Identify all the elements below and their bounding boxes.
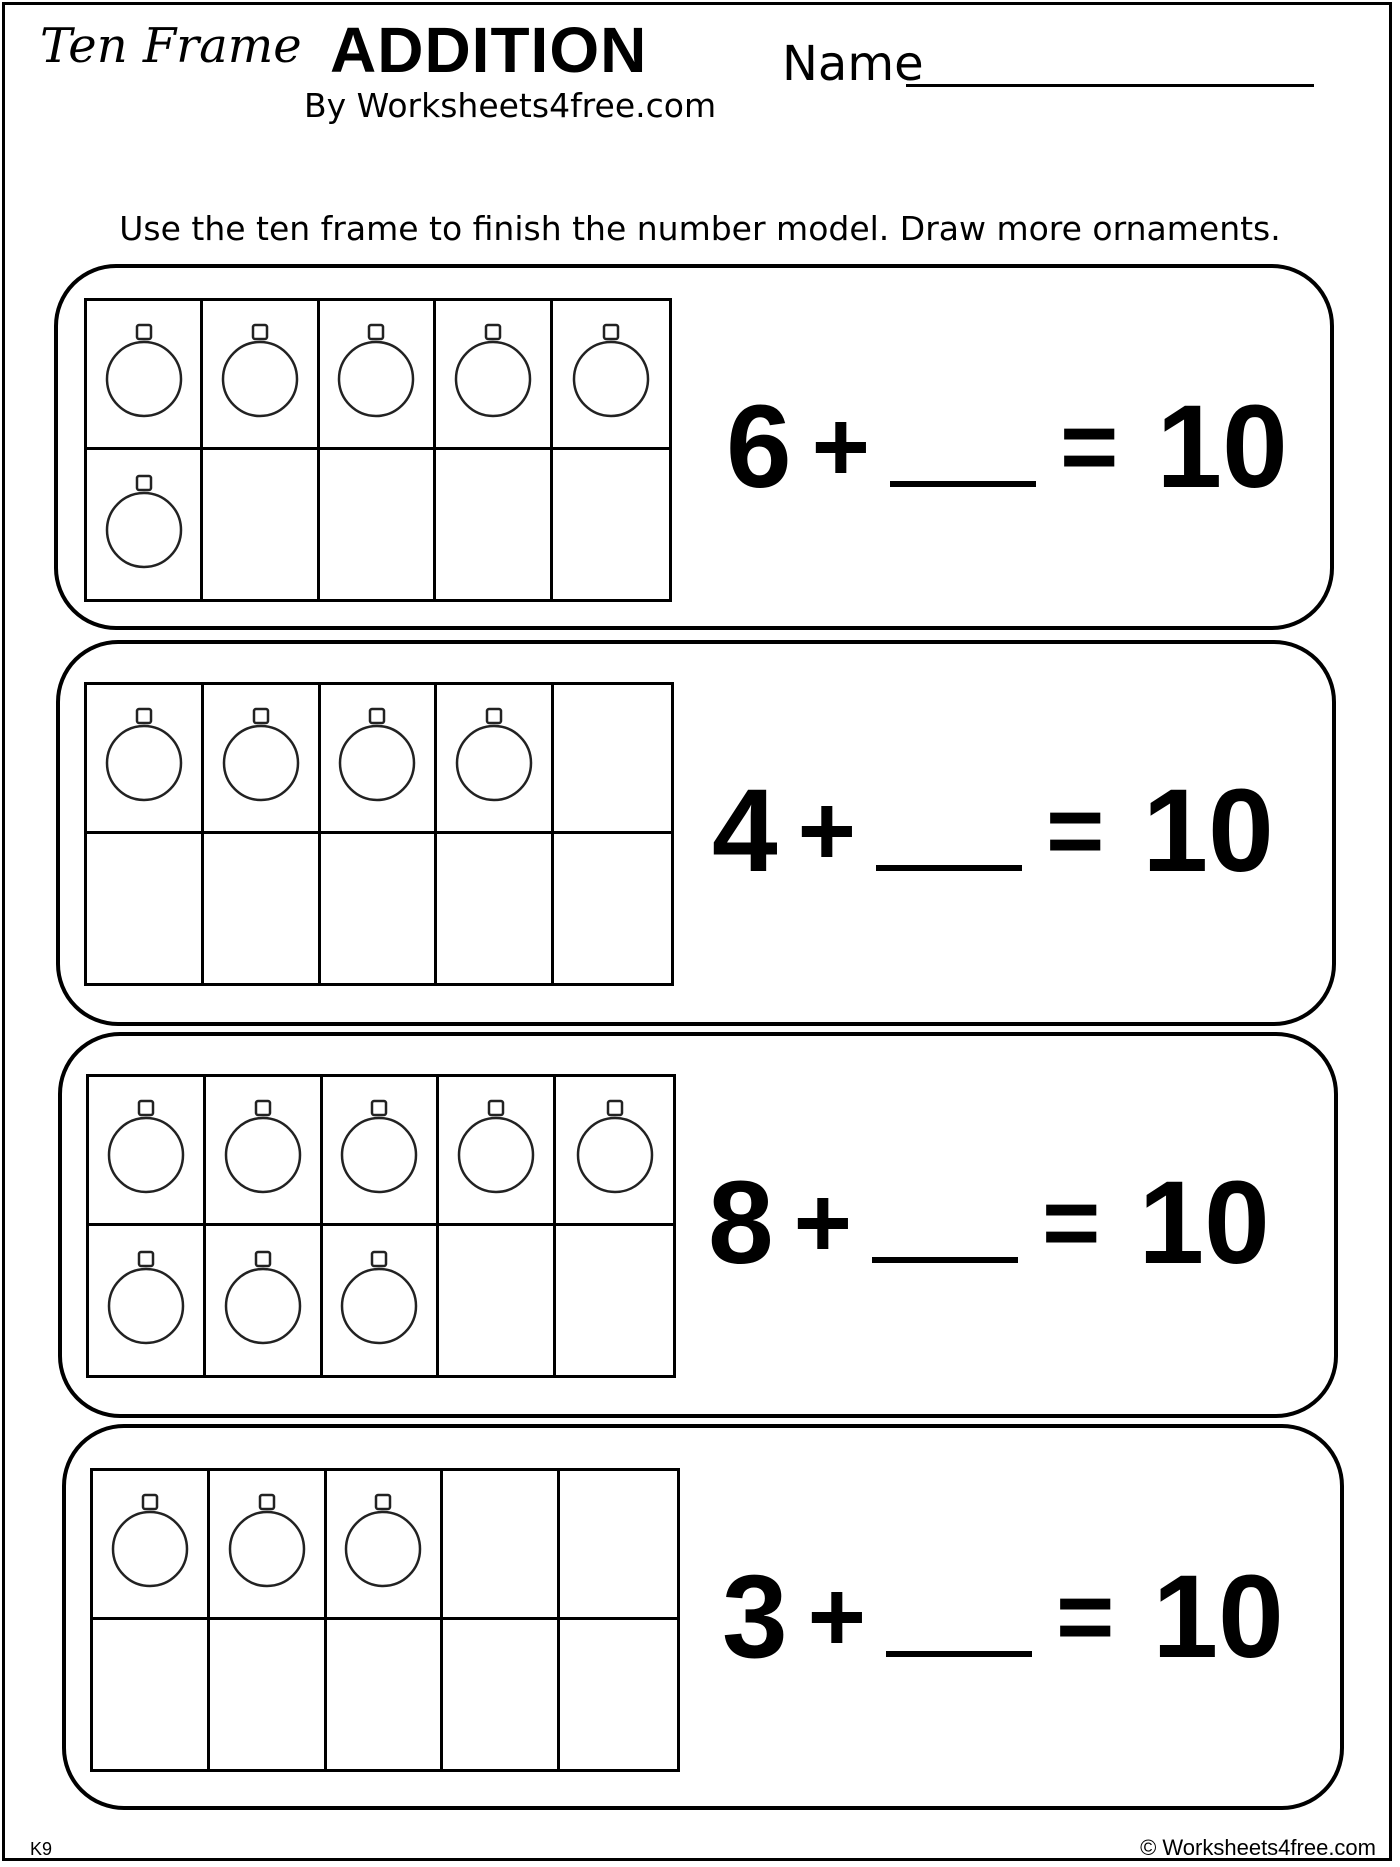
frame-cell-empty[interactable] xyxy=(203,450,319,599)
ornament-icon xyxy=(335,706,419,806)
total: 10 xyxy=(1138,1157,1270,1289)
ornament-icon xyxy=(104,1098,188,1198)
problem-card xyxy=(58,1032,1338,1418)
plus-sign: + xyxy=(793,1167,853,1279)
ornament-icon xyxy=(569,322,653,422)
ten-frame xyxy=(86,1074,676,1378)
answer-blank[interactable] xyxy=(886,1651,1032,1657)
total: 10 xyxy=(1156,381,1288,513)
frame-cell-empty[interactable] xyxy=(436,450,552,599)
ornament-icon xyxy=(221,1098,305,1198)
ornament-icon xyxy=(452,706,536,806)
frame-cell-empty[interactable] xyxy=(554,834,671,983)
ornament-icon xyxy=(454,1098,538,1198)
ornament-icon xyxy=(219,706,303,806)
frame-cell-empty[interactable] xyxy=(443,1471,560,1620)
equals-sign: = xyxy=(1056,1561,1115,1673)
frame-cell-filled xyxy=(203,301,319,450)
frame-cell-filled xyxy=(204,685,321,834)
frame-cell-empty[interactable] xyxy=(327,1620,444,1769)
ornament-icon xyxy=(341,1492,425,1592)
ornament-icon xyxy=(102,706,186,806)
frame-cell-filled xyxy=(436,301,552,450)
frame-cell-empty[interactable] xyxy=(204,834,321,983)
ornament-icon xyxy=(221,1249,305,1349)
frame-cell-filled xyxy=(89,1077,206,1226)
ornament-icon xyxy=(102,322,186,422)
problem-card xyxy=(62,1424,1344,1810)
ornament-icon xyxy=(573,1098,657,1198)
instructions: Use the ten frame to finish the number model. Draw more ornaments. xyxy=(119,209,1281,248)
ornament-icon xyxy=(108,1492,192,1592)
answer-blank[interactable] xyxy=(890,481,1036,487)
problem-card xyxy=(56,640,1336,1026)
copyright: © Worksheets4free.com xyxy=(1140,1835,1376,1860)
worksheet-title: ADDITION xyxy=(330,14,648,86)
name-label: Name xyxy=(782,36,924,92)
frame-cell-empty[interactable] xyxy=(443,1620,560,1769)
frame-cell-empty[interactable] xyxy=(210,1620,327,1769)
frame-cell-filled xyxy=(87,685,204,834)
ornament-icon xyxy=(218,322,302,422)
ornament-icon xyxy=(225,1492,309,1592)
ornament-icon xyxy=(451,322,535,422)
frame-cell-empty[interactable] xyxy=(320,450,436,599)
frame-cell-empty[interactable] xyxy=(560,1471,677,1620)
frame-cell-filled xyxy=(327,1471,444,1620)
frame-cell-empty[interactable] xyxy=(439,1226,556,1375)
equals-sign: = xyxy=(1046,775,1105,887)
plus-sign: + xyxy=(797,775,857,887)
frame-cell-filled xyxy=(323,1077,440,1226)
addend: 8 xyxy=(708,1157,774,1289)
frame-cell-filled xyxy=(87,450,203,599)
ten-frame xyxy=(84,298,672,602)
problem-card xyxy=(54,264,1334,630)
plus-sign: + xyxy=(807,1561,867,1673)
ornament-icon xyxy=(102,473,186,573)
name-field-line[interactable] xyxy=(906,84,1314,87)
addend: 4 xyxy=(712,765,778,897)
frame-cell-empty[interactable] xyxy=(321,834,438,983)
frame-cell-empty[interactable] xyxy=(554,685,671,834)
equals-sign: = xyxy=(1042,1167,1101,1279)
ornament-icon xyxy=(337,1098,421,1198)
worksheet-subtitle: Ten Frame xyxy=(40,18,302,74)
frame-cell-filled xyxy=(206,1077,323,1226)
frame-cell-filled xyxy=(89,1226,206,1375)
number-model xyxy=(708,1157,1270,1289)
frame-cell-empty[interactable] xyxy=(556,1226,673,1375)
equals-sign: = xyxy=(1060,391,1119,503)
answer-blank[interactable] xyxy=(872,1257,1018,1263)
frame-cell-filled xyxy=(439,1077,556,1226)
number-model xyxy=(712,765,1274,897)
frame-cell-empty[interactable] xyxy=(560,1620,677,1769)
ten-frame xyxy=(90,1468,680,1772)
frame-cell-filled xyxy=(553,301,669,450)
ten-frame xyxy=(84,682,674,986)
number-model xyxy=(726,381,1288,513)
ornament-icon xyxy=(334,322,418,422)
frame-cell-empty[interactable] xyxy=(93,1620,210,1769)
number-model xyxy=(722,1551,1284,1683)
plus-sign: + xyxy=(811,391,871,503)
frame-cell-filled xyxy=(93,1471,210,1620)
worksheet-byline: By Worksheets4free.com xyxy=(304,86,717,125)
ornament-icon xyxy=(337,1249,421,1349)
addend: 6 xyxy=(726,381,792,513)
ornament-icon xyxy=(104,1249,188,1349)
total: 10 xyxy=(1152,1551,1284,1683)
addend: 3 xyxy=(722,1551,788,1683)
worksheet-code: K9 xyxy=(30,1839,53,1859)
frame-cell-filled xyxy=(210,1471,327,1620)
frame-cell-empty[interactable] xyxy=(437,834,554,983)
answer-blank[interactable] xyxy=(876,865,1022,871)
frame-cell-filled xyxy=(321,685,438,834)
total: 10 xyxy=(1142,765,1274,897)
frame-cell-filled xyxy=(437,685,554,834)
frame-cell-filled xyxy=(320,301,436,450)
frame-cell-filled xyxy=(206,1226,323,1375)
frame-cell-empty[interactable] xyxy=(87,834,204,983)
frame-cell-empty[interactable] xyxy=(553,450,669,599)
frame-cell-filled xyxy=(323,1226,440,1375)
frame-cell-filled xyxy=(87,301,203,450)
frame-cell-filled xyxy=(556,1077,673,1226)
